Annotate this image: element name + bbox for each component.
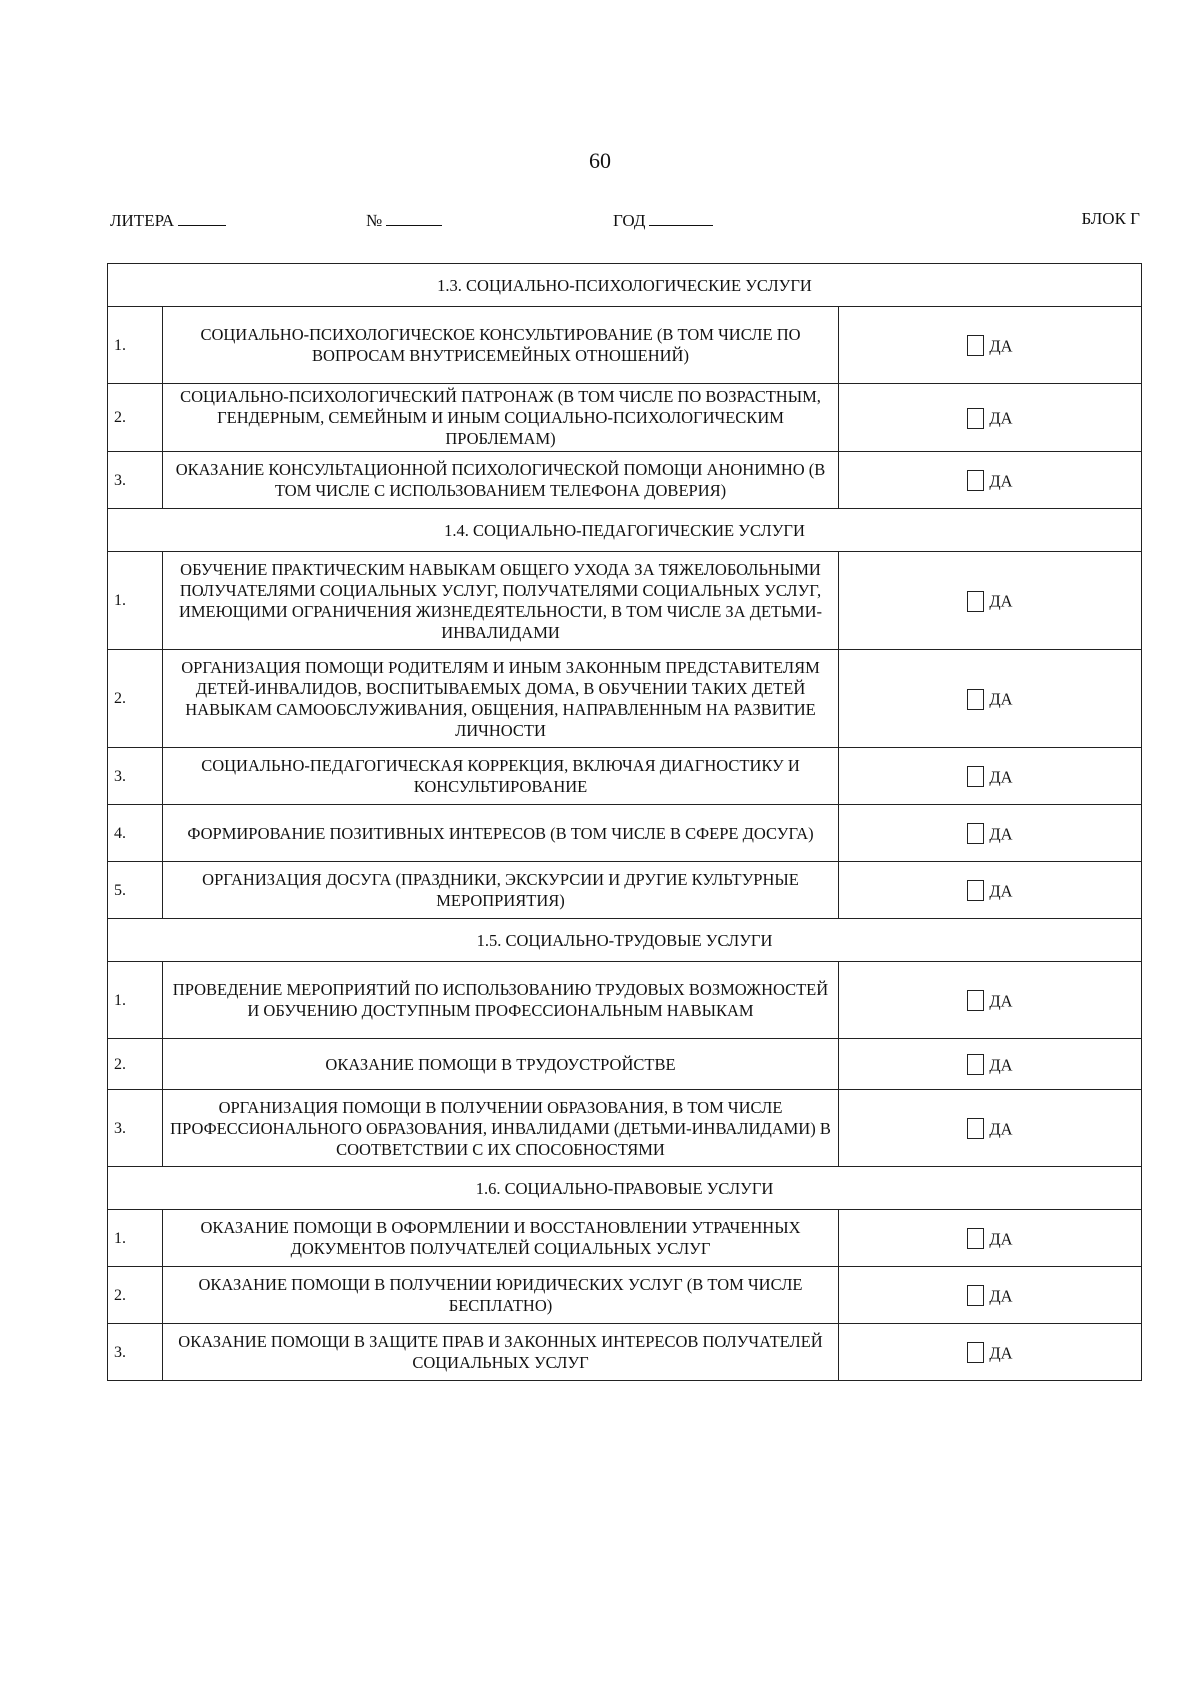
yes-label: ДА <box>989 591 1013 611</box>
table-row <box>108 650 1142 748</box>
yes-label: ДА <box>989 1286 1013 1306</box>
table-row <box>108 552 1142 650</box>
yes-label: ДА <box>989 767 1013 787</box>
services-table-body <box>108 264 1142 1381</box>
answer-cell <box>839 307 1142 384</box>
table-row <box>108 452 1142 509</box>
yes-label: ДА <box>989 881 1013 901</box>
yes-label: ДА <box>989 689 1013 709</box>
number-label: № <box>366 211 383 230</box>
yes-checkbox[interactable] <box>967 591 984 612</box>
yes-checkbox[interactable] <box>967 1342 984 1363</box>
service-description: ОКАЗАНИЕ ПОМОЩИ В ПОЛУЧЕНИИ ЮРИДИЧЕСКИХ УСЛУГ (В ТОМ ЧИСЛЕ БЕСПЛАТНО) <box>163 1267 839 1324</box>
row-number: 2. <box>108 1267 163 1324</box>
table-row <box>108 1039 1142 1090</box>
row-number: 1. <box>108 307 163 384</box>
answer-cell <box>839 1039 1142 1090</box>
service-description: ОРГАНИЗАЦИЯ ДОСУГА (ПРАЗДНИКИ, ЭКСКУРСИИ И ДРУГИЕ КУЛЬТУРНЫЕ МЕРОПРИЯТИЯ) <box>163 862 839 919</box>
row-number: 2. <box>108 1039 163 1090</box>
yes-label: ДА <box>989 1119 1013 1139</box>
section-title: 1.4. СОЦИАЛЬНО-ПЕДАГОГИЧЕСКИЕ УСЛУГИ <box>108 509 1142 552</box>
yes-checkbox[interactable] <box>967 1285 984 1306</box>
row-number: 4. <box>108 805 163 862</box>
answer-cell <box>839 748 1142 805</box>
table-row <box>108 1267 1142 1324</box>
table-row <box>108 962 1142 1039</box>
answer-cell <box>839 552 1142 650</box>
yes-label: ДА <box>989 408 1013 428</box>
service-description: СОЦИАЛЬНО-ПСИХОЛОГИЧЕСКОЕ КОНСУЛЬТИРОВАНИЕ (В ТОМ ЧИСЛЕ ПО ВОПРОСАМ ВНУТРИСЕМЕЙНЫХ ОТНОШЕНИЙ) <box>163 307 839 384</box>
service-description: СОЦИАЛЬНО-ПЕДАГОГИЧЕСКАЯ КОРРЕКЦИЯ, ВКЛЮЧАЯ ДИАГНОСТИКУ И КОНСУЛЬТИРОВАНИЕ <box>163 748 839 805</box>
service-description: ОКАЗАНИЕ ПОМОЩИ В ЗАЩИТЕ ПРАВ И ЗАКОННЫХ ИНТЕРЕСОВ ПОЛУЧАТЕЛЕЙ СОЦИАЛЬНЫХ УСЛУГ <box>163 1324 839 1381</box>
yes-label: ДА <box>989 1229 1013 1249</box>
table-row <box>108 805 1142 862</box>
service-description: ОРГАНИЗАЦИЯ ПОМОЩИ РОДИТЕЛЯМ И ИНЫМ ЗАКОННЫМ ПРЕДСТАВИТЕЛЯМ ДЕТЕЙ-ИНВАЛИДОВ, ВОСПИТЫВАЕМЫХ ДОМА, В ОБУЧЕНИИ ТАКИХ ДЕТЕЙ НАВЫКАМ САМООБСЛУЖИВАНИЯ, ОБЩЕНИЯ, НАПРАВЛЕННЫМ НА РАЗВИТИЕ ЛИЧНОСТИ <box>163 650 839 748</box>
answer-cell <box>839 1267 1142 1324</box>
row-number: 3. <box>108 1324 163 1381</box>
answer-cell <box>839 384 1142 452</box>
section-header-row <box>108 509 1142 552</box>
yes-checkbox[interactable] <box>967 823 984 844</box>
answer-cell <box>839 862 1142 919</box>
table-row <box>108 1324 1142 1381</box>
answer-cell <box>839 452 1142 509</box>
table-row <box>108 1090 1142 1167</box>
answer-cell <box>839 650 1142 748</box>
form-header <box>110 209 1140 233</box>
service-description: ФОРМИРОВАНИЕ ПОЗИТИВНЫХ ИНТЕРЕСОВ (В ТОМ ЧИСЛЕ В СФЕРЕ ДОСУГА) <box>163 805 839 862</box>
answer-cell <box>839 805 1142 862</box>
yes-checkbox[interactable] <box>967 880 984 901</box>
yes-label: ДА <box>989 991 1013 1011</box>
row-number: 3. <box>108 452 163 509</box>
answer-cell <box>839 1210 1142 1267</box>
table-row <box>108 384 1142 452</box>
service-description: ОРГАНИЗАЦИЯ ПОМОЩИ В ПОЛУЧЕНИИ ОБРАЗОВАНИЯ, В ТОМ ЧИСЛЕ ПРОФЕССИОНАЛЬНОГО ОБРАЗОВАНИЯ, ИНВАЛИДАМИ (ДЕТЬМИ-ИНВАЛИДАМИ) В СООТВЕТСТВИИ С ИХ СПОСОБНОСТЯМИ <box>163 1090 839 1167</box>
services-table <box>107 263 1142 1381</box>
year-label: ГОД <box>613 211 646 230</box>
number-field <box>366 209 442 231</box>
section-header-row <box>108 919 1142 962</box>
section-title: 1.5. СОЦИАЛЬНО-ТРУДОВЫЕ УСЛУГИ <box>108 919 1142 962</box>
section-header-row <box>108 264 1142 307</box>
row-number: 5. <box>108 862 163 919</box>
service-description: ОБУЧЕНИЕ ПРАКТИЧЕСКИМ НАВЫКАМ ОБЩЕГО УХОДА ЗА ТЯЖЕЛОБОЛЬНЫМИ ПОЛУЧАТЕЛЯМИ СОЦИАЛЬНЫХ УСЛУГ, ПОЛУЧАТЕЛЯМИ СОЦИАЛЬНЫХ УСЛУГ, ИМЕЮЩИМИ ОГРАНИЧЕНИЯ ЖИЗНЕДЕЯТЕЛЬНОСТИ, В ТОМ ЧИСЛЕ ЗА ДЕТЬМИ-ИНВАЛИДАМИ <box>163 552 839 650</box>
row-number: 2. <box>108 384 163 452</box>
row-number: 1. <box>108 962 163 1039</box>
answer-cell <box>839 1090 1142 1167</box>
table-row <box>108 307 1142 384</box>
page-number: 60 <box>589 148 611 173</box>
table-row <box>108 1210 1142 1267</box>
answer-cell <box>839 962 1142 1039</box>
table-row <box>108 862 1142 919</box>
year-blank[interactable] <box>649 209 713 226</box>
answer-cell <box>839 1324 1142 1381</box>
service-description: ПРОВЕДЕНИЕ МЕРОПРИЯТИЙ ПО ИСПОЛЬЗОВАНИЮ ТРУДОВЫХ ВОЗМОЖНОСТЕЙ И ОБУЧЕНИЮ ДОСТУПНЫМ ПРОФЕССИОНАЛЬНЫМ НАВЫКАМ <box>163 962 839 1039</box>
row-number: 1. <box>108 552 163 650</box>
section-title: 1.3. СОЦИАЛЬНО-ПСИХОЛОГИЧЕСКИЕ УСЛУГИ <box>108 264 1142 307</box>
yes-checkbox[interactable] <box>967 1228 984 1249</box>
yes-label: ДА <box>989 824 1013 844</box>
litera-field <box>110 209 226 231</box>
service-description: ОКАЗАНИЕ КОНСУЛЬТАЦИОННОЙ ПСИХОЛОГИЧЕСКОЙ ПОМОЩИ АНОНИМНО (В ТОМ ЧИСЛЕ С ИСПОЛЬЗОВАНИЕМ ТЕЛЕФОНА ДОВЕРИЯ) <box>163 452 839 509</box>
section-title: 1.6. СОЦИАЛЬНО-ПРАВОВЫЕ УСЛУГИ <box>108 1167 1142 1210</box>
yes-checkbox[interactable] <box>967 1054 984 1075</box>
row-number: 3. <box>108 748 163 805</box>
litera-blank[interactable] <box>178 209 226 226</box>
service-description: ОКАЗАНИЕ ПОМОЩИ В ТРУДОУСТРОЙСТВЕ <box>163 1039 839 1090</box>
yes-checkbox[interactable] <box>967 408 984 429</box>
yes-checkbox[interactable] <box>967 990 984 1011</box>
year-field <box>613 209 713 231</box>
yes-label: ДА <box>989 336 1013 356</box>
row-number: 2. <box>108 650 163 748</box>
yes-label: ДА <box>989 471 1013 491</box>
section-header-row <box>108 1167 1142 1210</box>
table-row <box>108 748 1142 805</box>
row-number: 3. <box>108 1090 163 1167</box>
number-blank[interactable] <box>386 209 442 226</box>
yes-checkbox[interactable] <box>967 766 984 787</box>
service-description: ОКАЗАНИЕ ПОМОЩИ В ОФОРМЛЕНИИ И ВОССТАНОВЛЕНИИ УТРАЧЕННЫХ ДОКУМЕНТОВ ПОЛУЧАТЕЛЕЙ СОЦИАЛЬНЫХ УСЛУГ <box>163 1210 839 1267</box>
row-number: 1. <box>108 1210 163 1267</box>
yes-checkbox[interactable] <box>967 335 984 356</box>
yes-checkbox[interactable] <box>967 1118 984 1139</box>
yes-label: ДА <box>989 1055 1013 1075</box>
service-description: СОЦИАЛЬНО-ПСИХОЛОГИЧЕСКИЙ ПАТРОНАЖ (В ТОМ ЧИСЛЕ ПО ВОЗРАСТНЫМ, ГЕНДЕРНЫМ, СЕМЕЙНЫМ И ИНЫМ СОЦИАЛЬНО-ПСИХОЛОГИЧЕСКИМ ПРОБЛЕМАМ) <box>163 384 839 452</box>
yes-checkbox[interactable] <box>967 689 984 710</box>
litera-label: ЛИТЕРА <box>110 211 175 230</box>
yes-checkbox[interactable] <box>967 470 984 491</box>
block-label: БЛОК Г <box>1081 209 1140 228</box>
yes-label: ДА <box>989 1343 1013 1363</box>
